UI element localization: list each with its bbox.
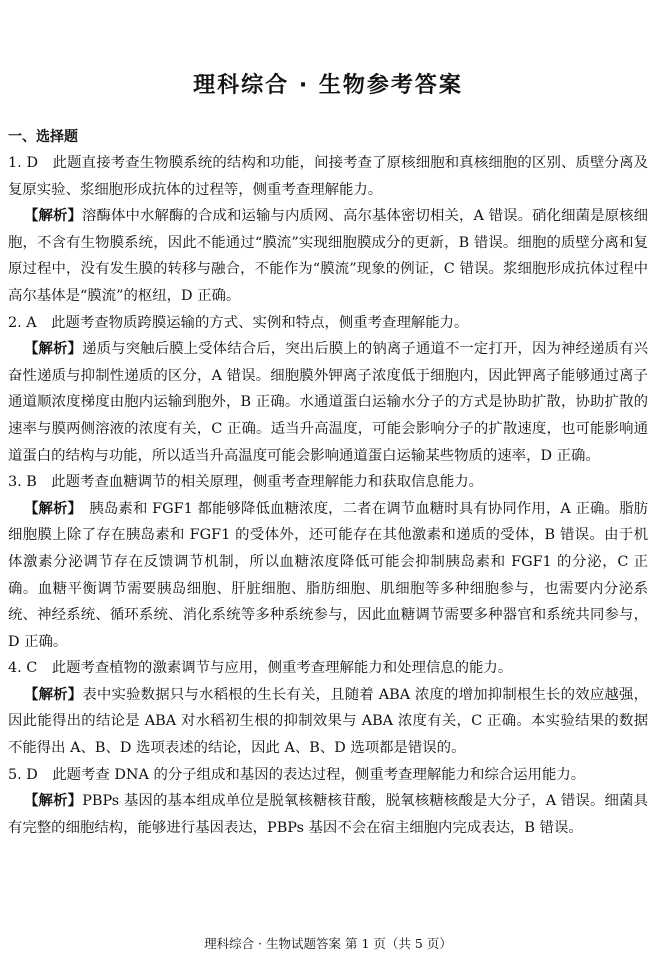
question-4: 4. C 此题考查植物的激素调节与应用，侧重考查理解能力和处理信息的能力。	[8, 660, 513, 677]
analysis-tag: 【解析】	[24, 685, 83, 703]
question-2: 2. A 此题考查物质跨膜运输的方式、实例和特点，侧重考查理解能力。	[8, 314, 469, 331]
question-5: 5. D 此题考查 DNA 的分子组成和基因的表达过程，侧重考查理解能力和综合运用能力。	[8, 766, 586, 783]
analysis-2	[8, 336, 648, 469]
question-3: 3. B 此题考查血糖调节的相关原理，侧重考查理解能力和获取信息能力。	[8, 474, 483, 491]
analysis-tag: 【解析】	[24, 499, 75, 517]
analysis-tag: 【解析】	[24, 792, 83, 810]
analysis-tag: 【解析】	[24, 207, 83, 225]
answer-list	[8, 150, 648, 841]
analysis-1	[8, 203, 648, 309]
analysis-text: PBPs 基因的基本组成单位是脱氧核糖核苷酸，脱氧核糖核酸是大分子，A 错误。细菌具有完整的细胞结构，能够进行基因表达，PBPs 基因不会在宿主细胞内完成表达，B 错误。	[8, 793, 648, 836]
analysis-5	[8, 788, 648, 841]
analysis-text: 递质与突触后膜上受体结合后，突出后膜上的钠离子通道不一定打开，因为神经递质有兴奋性递质与抑制性递质的区分，A 错误。细胞膜外钾离子浓度低于细胞内，因此钾离子能够通过离子通道顺浓度梯度由胞内运输到胞外，B 正确。水通道蛋白运输水分子的方式是协助扩散，协助扩散的速率与膜两侧溶液的浓度有关，C 正确。适当升高温度，可能会影响分子的扩散速度，也可能影响通道蛋白的结构与功能，所以适当升高温度可能会影响通道蛋白运输某些物质的速率，D 正确。	[8, 341, 648, 464]
page-footer: 理科综合 · 生物试题答案 第 1 页（共 5 页）	[204, 936, 452, 951]
analysis-3	[8, 496, 648, 656]
analysis-text: 表中实验数据只与水稻根的生长有关，且随着 ABA 浓度的增加抑制根生长的效应越强，因此能得出的结论是 ABA 对水稻初生根的抑制效果与 ABA 浓度有关，C 正确。本实验结果的数据不能得出 A、B、D 选项表述的结论，因此 A、B、D 选项都是错误的。	[8, 686, 648, 757]
section-heading: 一、选择题	[8, 129, 78, 145]
analysis-tag: 【解析】	[24, 340, 83, 358]
question-1: 1. D 此题直接考查生物膜系统的结构和功能，间接考查了原核细胞和真核细胞的区别、质壁分离及复原实验、浆细胞形成抗体的过程等，侧重考查理解能力。	[8, 155, 648, 198]
analysis-text: 溶酶体中水解酶的合成和运输与内质网、高尔基体密切相关，A 错误。硝化细菌是原核细胞，不含有生物膜系统，因此不能通过“膜流”实现细胞膜成分的更新，B 错误。细胞的质壁分离和复原过程中，没有发生膜的转移与融合，不能作为“膜流”现象的例证，C 错误。浆细胞形成抗体过程中高尔基体是“膜流”的枢纽，D 正确。	[8, 208, 648, 304]
analysis-4	[8, 682, 648, 762]
page-title: 理科综合 · 生物参考答案	[193, 73, 463, 98]
analysis-text: 胰岛素和 FGF1 都能够降低血糖浓度，二者在调节血糖时具有协同作用，A 正确。脂肪细胞膜上除了存在胰岛素和 FGF1 的受体外，还可能存在其他激素和递质的受体，B 错误。由于机体激素分泌调节存在反馈调节机制，所以血糖浓度降低可能会抑制胰岛素和 FGF1 的分泌，C 正确。血糖平衡调节需要胰岛细胞、肝脏细胞、脂肪细胞、肌细胞等多种细胞参与，也需要内分泌系统、神经系统、循环系统、消化系统等多种系统参与，因此血糖调节需要多种器官和系统共同参与，D 正确。	[8, 500, 648, 650]
